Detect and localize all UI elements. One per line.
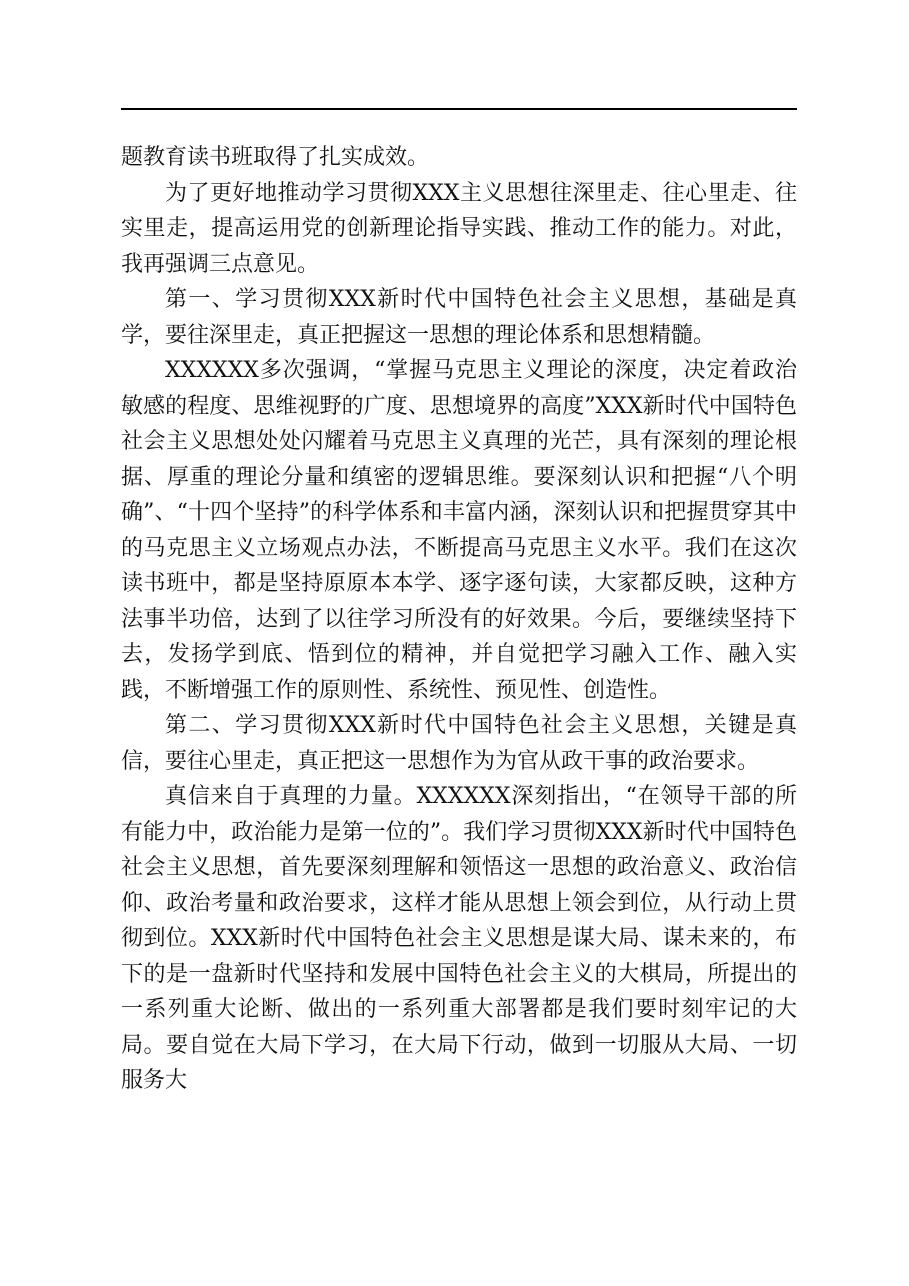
paragraph-point-two-body: 真信来自于真理的力量。XXXXXX深刻指出，“在领导干部的所有能力中，政治能力是第一位的”。我们学习贯彻XXX新时代中国特色社会主义思想，首先要深刻理解和领悟这一思想的政治意义、政治信仰、政治考量和政治要求，这样才能从思想上领会到位，从行动上贯彻到位。XXX新时代中国特色社会主义思想是谋大局、谋未来的，布下的是一盘新时代坚持和发展中国特色社会主义的大棋局，所提出的一系列重大论断、做出的一系列重大部署都是我们要时刻牢记的大局。要自觉在大局下学习，在大局下行动，做到一切服从大局、一切服务大 xyxy=(121,784,797,1093)
body-text xyxy=(121,140,797,1099)
paragraph-point-one-body: XXXXXX多次强调，“掌握马克思主义理论的深度，决定着政治敏感的程度、思维视野的广度、思想境界的高度”XXX新时代中国特色社会主义思想处处闪耀着马克思主义真理的光芒，具有深刻的理论根据、厚重的理论分量和缜密的逻辑思维。要深刻认识和把握“八个明确”、“十四个坚持”的科学体系和丰富内涵，深刻认识和把握贯穿其中的马克思主义立场观点办法，不断提高马克思主义水平。我们在这次读书班中，都是坚持原原本本学、逐字逐句读，大家都反映，这种方法事半功倍，达到了以往学习所没有的好效果。今后，要继续坚持下去，发扬学到底、悟到位的精神，并自觉把学习融入工作、融入实践，不断增强工作的原则性、系统性、预见性、创造性。 xyxy=(121,358,797,703)
paragraph-intro: 为了更好地推动学习贯彻XXX主义思想往深里走、往心里走、往实里走，提高运用党的创新理论指导实践、推动工作的能力。对此，我再强调三点意见。 xyxy=(121,180,797,277)
paragraph-continuation: 题教育读书班取得了扎实成效。 xyxy=(121,145,430,170)
paragraph-point-one-heading: 第一、学习贯彻XXX新时代中国特色社会主义思想，基础是真学，要往深里走，真正把握这一思想的理论体系和思想精髓。 xyxy=(121,287,797,348)
header-rule xyxy=(121,108,797,110)
paragraph-point-two-heading: 第二、学习贯彻XXX新时代中国特色社会主义思想，关键是真信，要往心里走，真正把这一思想作为为官从政干事的政治要求。 xyxy=(121,713,797,774)
